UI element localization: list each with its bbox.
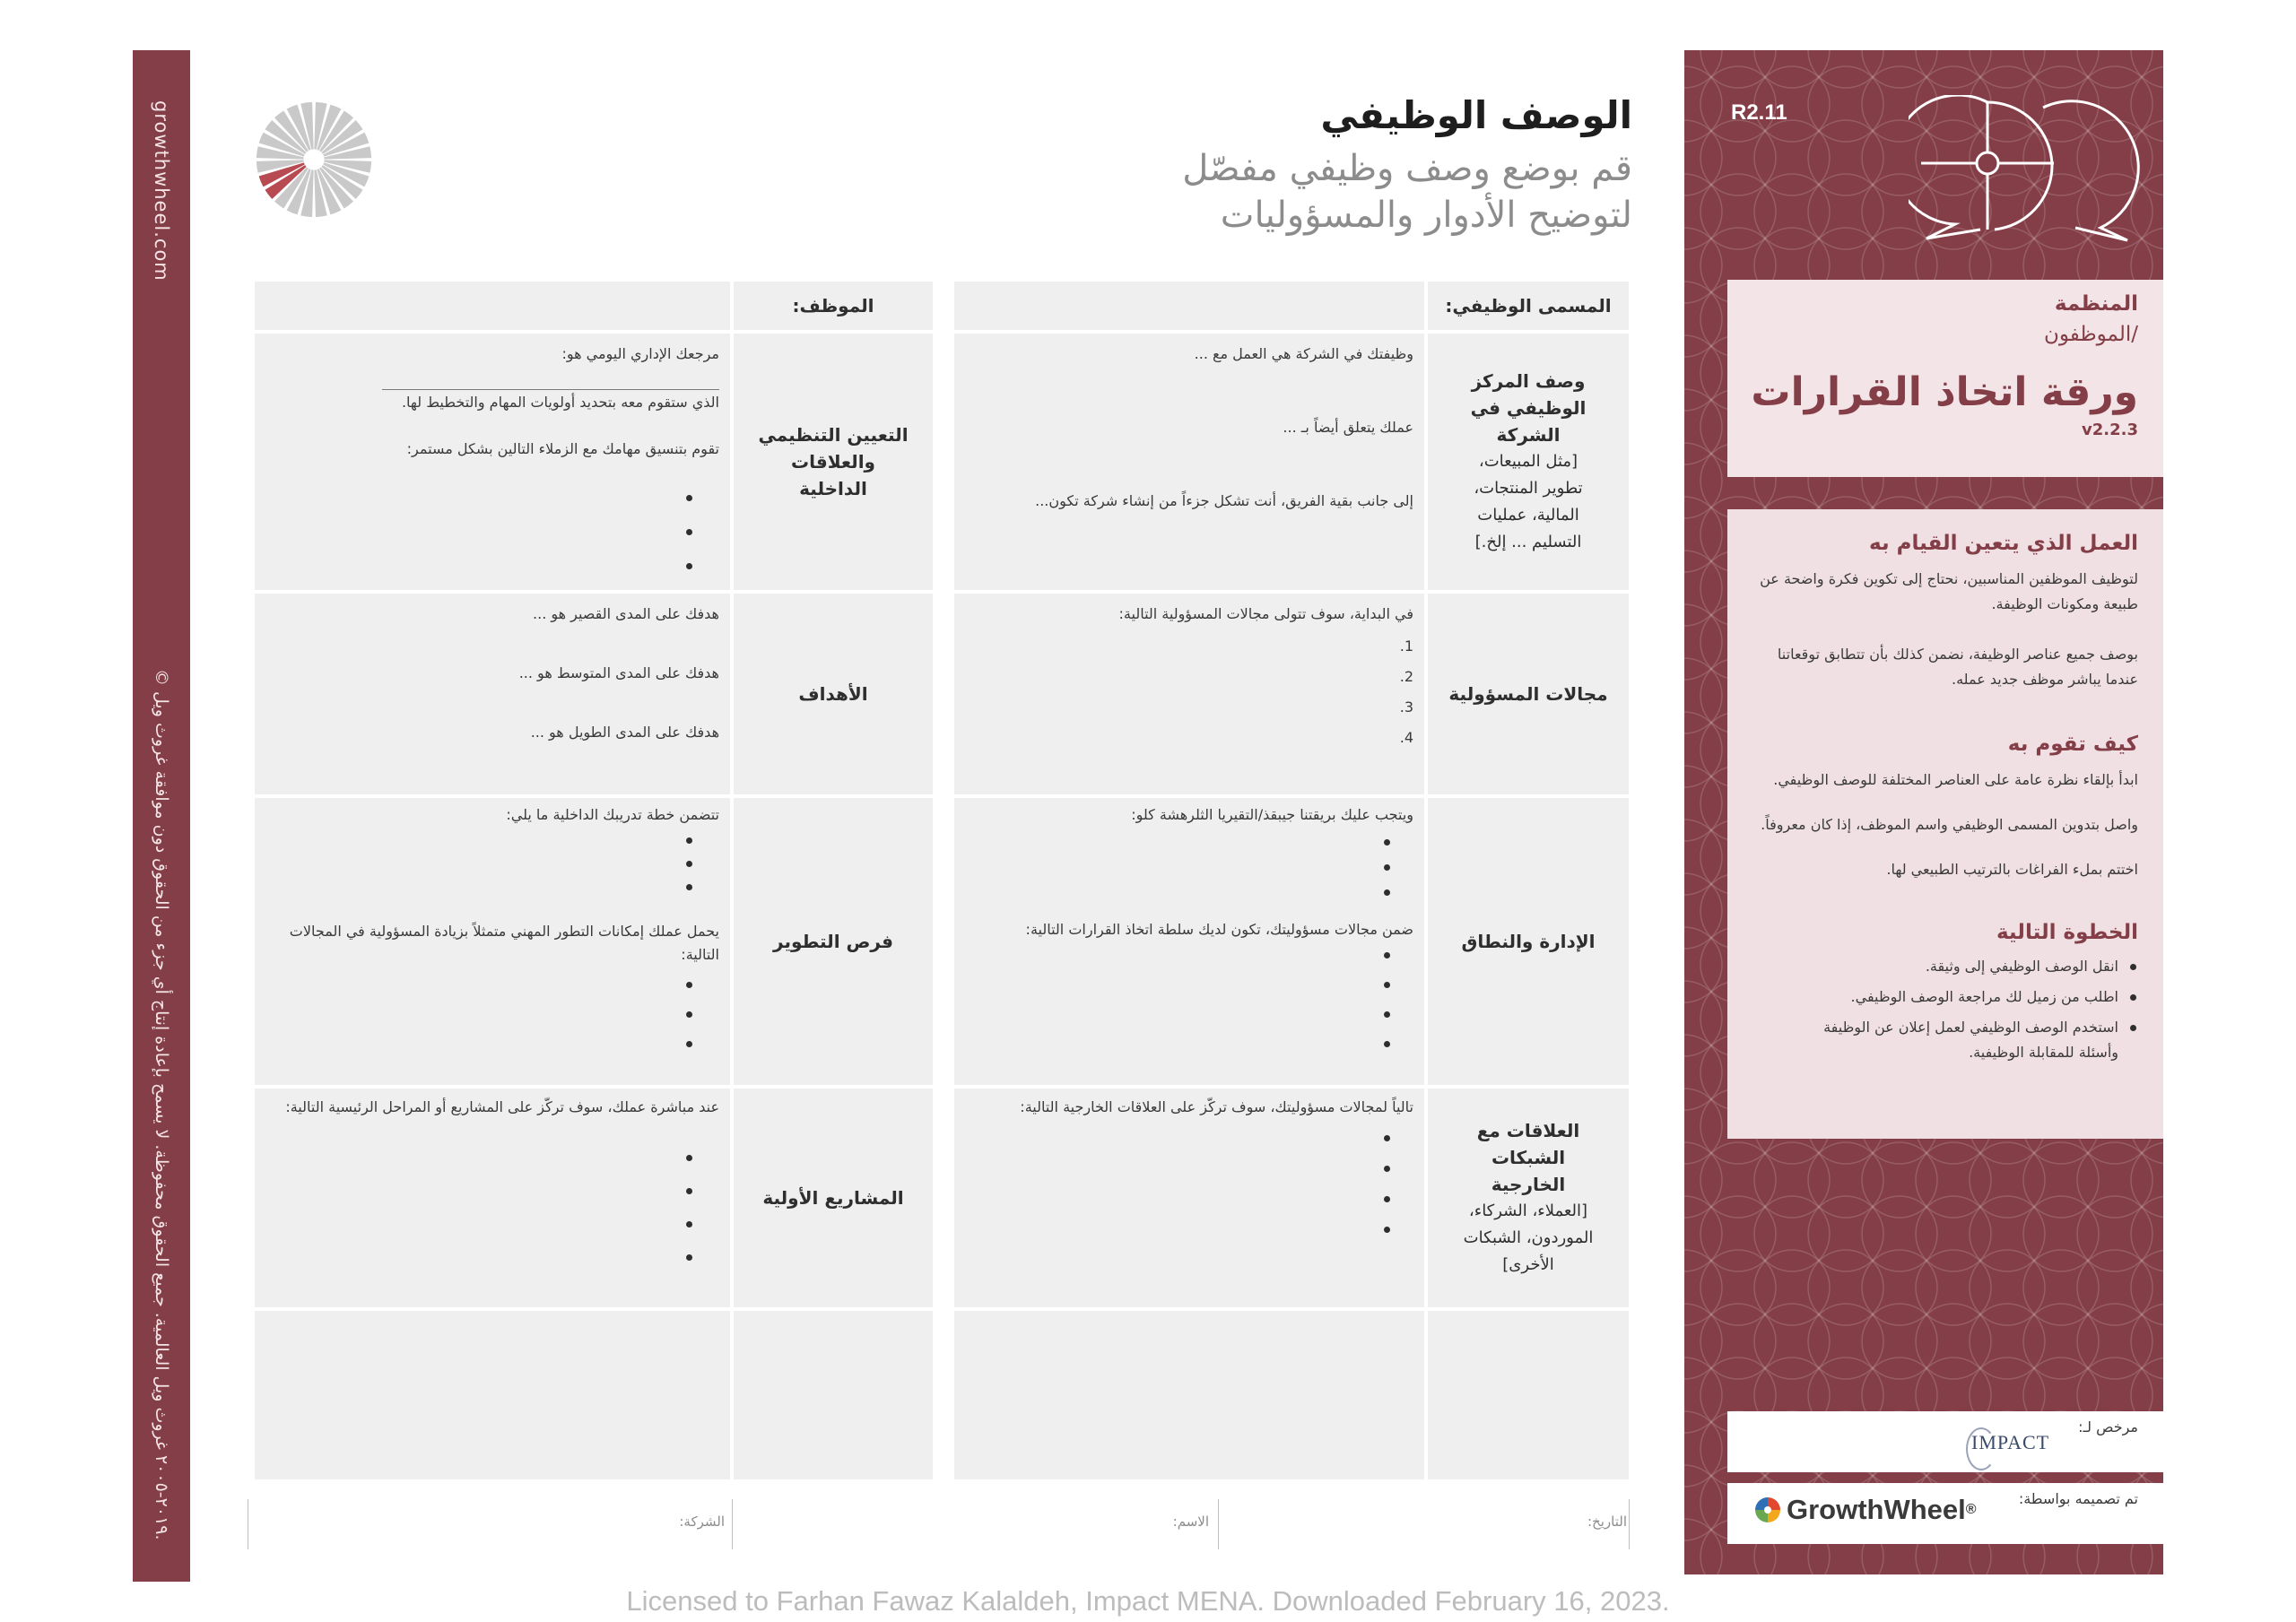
- impact-logo-text: IMPACT: [1971, 1431, 2050, 1453]
- job-title-label: المسمى الوظيفي:: [1428, 282, 1629, 330]
- todo-paragraph: بوصف جميع عناصر الوظيفة، نضمن كذلك بأن تتطابق توقعاتنا عندما يباشر موظف جديد عمله.: [1777, 646, 2138, 688]
- left-strip: [133, 50, 190, 1582]
- responsibility-item-1: 1.: [1399, 638, 1413, 655]
- goals-line-2: هدفك على المدى المتوسط هو ...: [518, 664, 719, 681]
- projects-label-cell: [734, 1089, 933, 1307]
- copyright-text: © ٢٠١٩-٢٠٠٥ غروث ويل العالمية. جميع الحقوق محفوظة. لا يسمح بإعادة إنتاج أي جزء من الحقوق دون موافقة غروث ويل.: [152, 669, 171, 1540]
- empty-label-cell[interactable]: [734, 1311, 933, 1479]
- projects-line: عند مباشرة عملك، سوف تركّز على المشاريع أو المراحل الرئيسية التالية:: [285, 1098, 719, 1115]
- bullet: [1384, 952, 1390, 958]
- goals-line-3: هدفك على المدى الطويل هو ...: [530, 724, 719, 741]
- footer-divider: [1629, 1499, 1630, 1549]
- footer-divider: [1218, 1499, 1219, 1549]
- licence-line: Licensed to Farhan Fawaz Kalaldeh, Impact MENA. Downloaded February 16, 2023.: [626, 1585, 1670, 1617]
- development-content[interactable]: [255, 798, 730, 1085]
- impact-logo: [1971, 1431, 2049, 1454]
- bullet: [686, 1221, 692, 1227]
- responsibility-label-cell: [1428, 594, 1629, 794]
- org-underline: [382, 389, 719, 390]
- sheet-version: v2.2.3: [2082, 421, 2138, 439]
- responsibility-item-3: 3.: [1399, 698, 1413, 716]
- growthwheel-logo-text: GrowthWheel: [1787, 1494, 1966, 1525]
- management-line-1: ويتجب عليك بريقتنا جيبقذ/التقيريا الثلرهشة كلو:: [1131, 806, 1413, 823]
- website-text: growthwheel.com: [151, 100, 172, 282]
- bullet: [686, 1155, 692, 1161]
- position-sublabel: [مثل المبيعات، تطوير المنتجات، المالية، عمليات التسليم ... إلخ.]: [1474, 452, 1583, 551]
- external-sublabel: [العملاء، الشركاء، الموردون، الشبكات الأخرى]: [1463, 1201, 1594, 1274]
- designer-label: تم تصميمه بواسطة:: [2018, 1490, 2138, 1507]
- sheet-title: ورقة اتخاذ القرارات: [1751, 369, 2138, 415]
- position-line-3: إلى جانب بقية الفريق، أنت تشكل جزءاً من إنشاء شركة تكون...: [1035, 492, 1413, 509]
- responsibility-content[interactable]: [954, 594, 1424, 794]
- org-line-1: مرجعك الإداري اليومي هو:: [561, 345, 719, 362]
- org-label: التعيين التنظيمي والعلاقات الداخلية: [758, 424, 909, 499]
- bullet: [686, 1041, 692, 1047]
- growthwheel-logo: [1754, 1494, 1977, 1526]
- next-heading: الخطوة التالية: [1996, 921, 2138, 944]
- goals-line-1: هدفك على المدى القصير هو ...: [533, 605, 719, 622]
- development-label-cell: [734, 798, 933, 1085]
- licensee-box: [1727, 1411, 2163, 1472]
- document-title: الوصف الوظيفي: [1320, 93, 1632, 137]
- todo-heading: العمل الذي يتعين القيام به: [1869, 532, 2138, 555]
- growthwheel-logo-icon: [1754, 1496, 1781, 1523]
- projects-label: المشاريع الأولية: [762, 1187, 904, 1209]
- external-content[interactable]: [954, 1089, 1424, 1307]
- bullet: [1384, 1011, 1390, 1018]
- next-item: استخدم الوصف الوظيفي لعمل إعلان عن الوظيفة وأسئلة للمقابلة الوظيفية.: [1745, 1015, 2138, 1065]
- org-line-2: الذي ستقوم معه بتحديد أولويات المهام والتخطيط لها.: [401, 394, 719, 411]
- bullet: [686, 837, 692, 844]
- external-line: تالياً لمجالات مسؤوليتك، سوف تركّز على العلاقات الخارجية التالية:: [1020, 1098, 1413, 1115]
- bullet: [686, 1254, 692, 1261]
- bullet: [1384, 839, 1390, 846]
- goals-label: الأهداف: [798, 683, 868, 705]
- licensee-label: مرخص لـ:: [2078, 1418, 2138, 1436]
- management-label: الإدارة والنطاق: [1461, 931, 1596, 952]
- how-heading: كيف تقوم به: [2007, 733, 2138, 756]
- position-label-cell: [1428, 334, 1629, 590]
- management-label-cell: [1428, 798, 1629, 1085]
- position-label: وصف المركز الوظيفي في الشركة: [1470, 370, 1587, 446]
- projects-content[interactable]: [255, 1089, 730, 1307]
- right-panel: [1684, 50, 2163, 1574]
- goals-content[interactable]: [255, 594, 730, 794]
- org-label-cell: [734, 334, 933, 590]
- bullet: [686, 563, 692, 569]
- development-label: فرص التطوير: [773, 931, 893, 952]
- external-label-cell: [1428, 1089, 1629, 1307]
- responsibility-item-4: 4.: [1399, 729, 1413, 746]
- org-content[interactable]: [255, 334, 730, 590]
- bullet: [686, 529, 692, 535]
- version-code: R2.11: [1731, 100, 1787, 125]
- bullet: [1384, 1227, 1390, 1233]
- instructions-box: [1727, 509, 2163, 1139]
- bullet: [686, 495, 692, 501]
- bullet: [1384, 1166, 1390, 1172]
- employee-field[interactable]: [255, 282, 730, 330]
- date-label: التاريخ:: [1587, 1514, 1627, 1530]
- bullet: [686, 982, 692, 988]
- org-line-3: تقوم بتنسيق مهامك مع الزملاء التالين بشكل مستمر:: [406, 440, 719, 457]
- how-paragraph: ابدأ بإلقاء نظرة عامة على العناصر المختلفة للوصف الوظيفي.: [1773, 771, 2138, 788]
- responsibility-item-2: 2.: [1399, 668, 1413, 685]
- bullet: [1384, 889, 1390, 896]
- how-paragraph: اختتم بملء الفراغات بالترتيب الطبيعي لها.: [1886, 861, 2138, 878]
- bullet: [686, 1188, 692, 1194]
- designer-box: [1727, 1483, 2163, 1544]
- bullet: [1384, 1041, 1390, 1047]
- goals-label-cell: [734, 594, 933, 794]
- todo-paragraph: لتوظيف الموظفين المناسبين، نحتاج إلى تكوين فكرة واضحة عن طبيعة ومكونات الوظيفة.: [1760, 570, 2138, 612]
- management-line-2: ضمن مجالات مسؤوليتك، تكون لديك سلطة اتخاذ القرارات التالية:: [1025, 921, 1413, 938]
- development-line-2: يحمل عملك إمكانات التطور المهني متمثلاً بزيادة المسؤولية في المجالات التالية:: [289, 923, 719, 963]
- document-subtitle: قم بوضع وصف وظيفي مفصّل لتوضيح الأدوار والمسؤوليات: [1182, 148, 1632, 236]
- next-item: اطلب من زميل لك مراجعة الوصف الوظيفي.: [1745, 984, 2138, 1010]
- empty-label-cell[interactable]: [1428, 1311, 1629, 1479]
- position-content[interactable]: [954, 334, 1424, 590]
- bullet: [1384, 1135, 1390, 1141]
- bullet: [1384, 864, 1390, 871]
- responsibility-intro: في البداية، سوف تتولى مجالات المسؤولية التالية:: [1118, 605, 1413, 622]
- responsibility-label: مجالات المسؤولية: [1448, 683, 1608, 705]
- next-item: انقل الوصف الوظيفي إلى وثيقة.: [1745, 954, 2138, 979]
- title-box: [1727, 280, 2163, 477]
- job-title-field[interactable]: [954, 282, 1424, 330]
- management-content[interactable]: [954, 798, 1424, 1085]
- footer-divider: [732, 1499, 733, 1549]
- external-label: العلاقات مع الشبكات الخارجية: [1476, 1120, 1580, 1195]
- bullet: [1384, 982, 1390, 988]
- position-line-1: وظيفتك في الشركة هي العمل مع ...: [1194, 345, 1413, 362]
- position-line-2: عملك يتعلق أيضاً بـ ...: [1283, 419, 1413, 436]
- bullet: [686, 884, 692, 890]
- registered-mark: ®: [1965, 1502, 1977, 1517]
- bullet: [686, 1011, 692, 1018]
- staff-label: /الموظفون: [2043, 323, 2138, 346]
- name-label: الاسم:: [1172, 1514, 1209, 1530]
- speech-bubbles-icon: [1909, 95, 2142, 247]
- bullet: [686, 861, 692, 867]
- wheel-logo-icon: [253, 99, 375, 221]
- bullet: [1384, 1196, 1390, 1202]
- empty-content-cell[interactable]: [954, 1311, 1424, 1479]
- org-label: المنظمة: [2054, 292, 2138, 316]
- company-label: الشركة:: [679, 1514, 725, 1530]
- how-paragraph: واصل بتدوين المسمى الوظيفي واسم الموظف، إذا كان معروفاً.: [1761, 816, 2138, 833]
- employee-label: الموظف:: [734, 282, 933, 330]
- empty-content-cell[interactable]: [255, 1311, 730, 1479]
- development-line-1: تتضمن خطة تدريبك الداخلية ما يلي:: [506, 806, 719, 823]
